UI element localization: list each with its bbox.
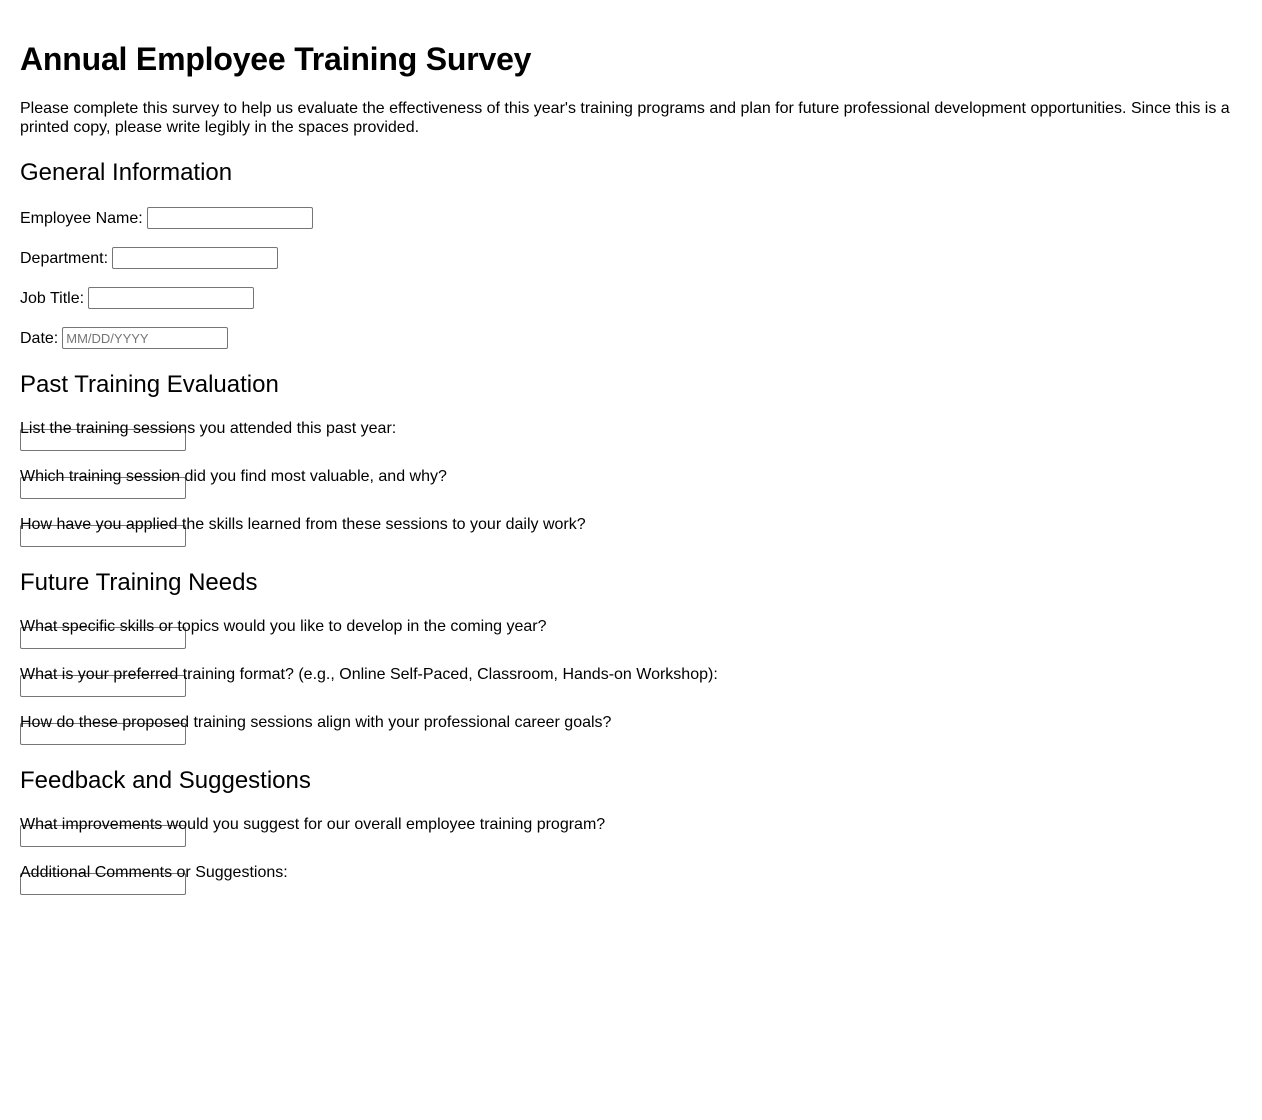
additional-comments-label: Additional Comments or Suggestions: [20,864,288,881]
date-input[interactable] [62,327,228,349]
sessions-attended-label: List the training sessions you attended this past year: [20,420,397,437]
preferred-format-row [20,665,1242,697]
employee-name-label: Employee Name: [20,209,143,227]
improvements-row [20,815,1242,847]
sessions-attended-row [20,419,1242,451]
survey-intro: Please complete this survey to help us evaluate the effectiveness of this year's training programs and plan for future professional development opportunities. Since this is a printed copy, please write legibly in the spaces provided. [20,100,1230,136]
skills-applied-label: How have you applied the skills learned from these sessions to your daily work? [20,516,586,533]
past-training-section [20,371,1242,547]
skills-to-develop-label: What specific skills or topics would you like to develop in the coming year? [20,618,547,635]
page-title: Annual Employee Training Survey [20,41,532,77]
general-information-section [20,159,1242,349]
skills-applied-row [20,515,1242,547]
improvements-label: What improvements would you suggest for our overall employee training program? [20,816,606,833]
job-title-input[interactable] [88,287,254,309]
date-row [20,327,1242,349]
most-valuable-row [20,467,1242,499]
employee-name-row [20,207,1242,229]
career-goals-label: How do these proposed training sessions align with your professional career goals? [20,714,612,731]
department-label: Department: [20,249,109,267]
skills-to-develop-row [20,617,1242,649]
feedback-heading: Feedback and Suggestions [20,767,311,794]
job-title-row [20,287,1242,309]
job-title-label: Job Title: [20,289,85,307]
past-training-heading: Past Training Evaluation [20,371,279,398]
department-input[interactable] [112,247,278,269]
preferred-format-label: What is your preferred training format? (e.g., Online Self-Paced, Classroom, Hands-on Workshop): [20,666,718,683]
future-training-heading: Future Training Needs [20,569,258,596]
career-goals-row [20,713,1242,745]
general-information-heading: General Information [20,159,233,186]
employee-name-input[interactable] [147,207,313,229]
department-row [20,247,1242,269]
feedback-section [20,767,1242,895]
most-valuable-label: Which training session did you find most valuable, and why? [20,468,447,485]
future-training-section [20,569,1242,745]
date-label: Date: [20,329,59,347]
additional-comments-row [20,863,1242,895]
